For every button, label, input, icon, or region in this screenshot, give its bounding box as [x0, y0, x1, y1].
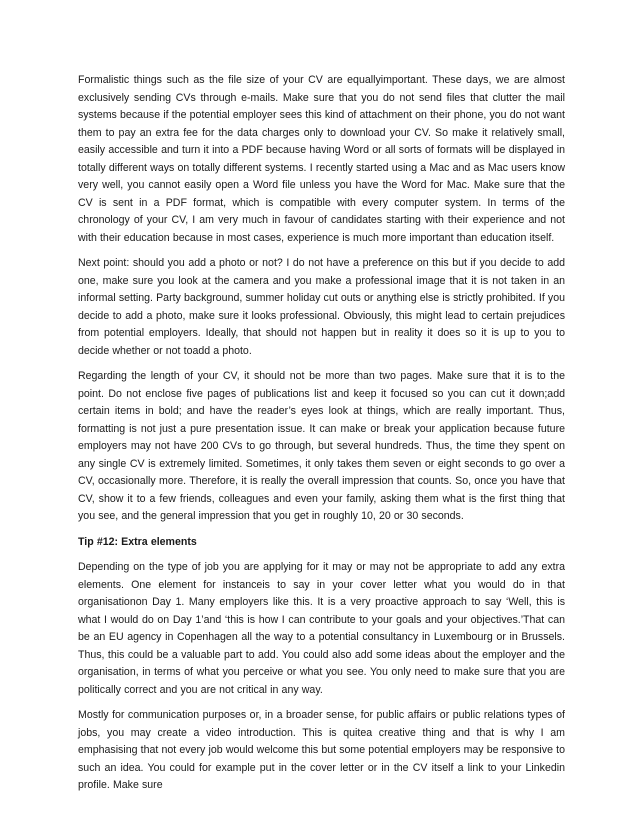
paragraph-video-introduction: Mostly for communication purposes or, in a broader sense, for public affairs or public relations types of jobs, you may create a video introduction. This is quitea creative thing and that is why I am emphasising that not every job would welcome this but some potential employers may be responsive to such an idea. You could for example put in the cover letter or in the CV itself a link to your Linkedin profile. Make sure — [78, 709, 565, 791]
paragraph-photo: Next point: should you add a photo or not? I do not have a preference on this but if you decide to add one, make sure you look at the camera and you make a professional image that it is not taken in an informal setting. Party background, summer holiday cut outs or anything else is strictly prohibited. If you decide to add a photo, make sure it looks professional. Obviously, this might lead to certain prejudices from potential employers. Ideally, that should not happen but in reality it does so it is up to you to decide whether or not toadd a photo. — [78, 257, 566, 357]
document-page — [78, 72, 565, 803]
paragraph-extra-elements: Depending on the type of job you are applying for it may or may not be appropriate to add any extra elements. One element for instanceis to say in your cover letter what you would do in that organisationon Day 1. Many employers like this. It is a very proactive approach to say ‘Well, this is what I would do on Day 1’and ‘this is how I can contribute to your goals and your objectives.’That can be an EU agency in Copenhagen all the way to a potential consultancy in Luxembourg or in Brussels. Thus, this could be a valuable part to add. You could also add some ideas about the employer and the organisation, in terms of what you perceive or what you see. You only need to make sure that you are politically correct and you are not critical in any way. — [78, 561, 565, 696]
paragraph-file-format: Formalistic things such as the file size of your CV are equallyimportant. These days, we are almost exclusively sending CVs through e-mails. Make sure that you do not send files that clutter the mail systems because if the potential employer sees this kind of attachment on their phone, you do not want them to pay an extra fee for the data charges only to download your CV. So make it relatively small, easily accessible and turn it into a PDF because having Word or all sorts of formats will be displayed in totally different ways on totally different systems. I recently started using a Mac and as Mac users know very well, you cannot easily open a Word file unless you have the Word for Mac. Make sure that the CV is sent in a PDF format, which is compatible with every computer system. In terms of the chronology of your CV, I am very much in favour of candidates starting with their experience and not with their education because in most cases, experience is much more important than education itself. — [78, 74, 565, 244]
paragraph-length: Regarding the length of your CV, it should not be more than two pages. Make sure that it is to the point. Do not enclose five pages of publications list and keep it focused so you can cut it down;add certain items in bold; and have the reader’s eyes look at things, which are really important. Thus, formatting is not just a pure presentation issue. It can make or break your application because future employers may not have 200 CVs to go through, but several hundreds. Thus, the time they spent on any single CV is extremely limited. Sometimes, it only takes them seven or eight seconds to go over a CV, occasionally more. Therefore, it is really the overall impression that counts. So, once you have that CV, show it to a few friends, colleagues and even your family, asking them what is the first thing that you see, and the general impression that you get in roughly 10, 20 or 30 seconds. — [78, 370, 565, 522]
section-heading-extra-elements: Tip #12: Extra elements — [78, 535, 197, 548]
